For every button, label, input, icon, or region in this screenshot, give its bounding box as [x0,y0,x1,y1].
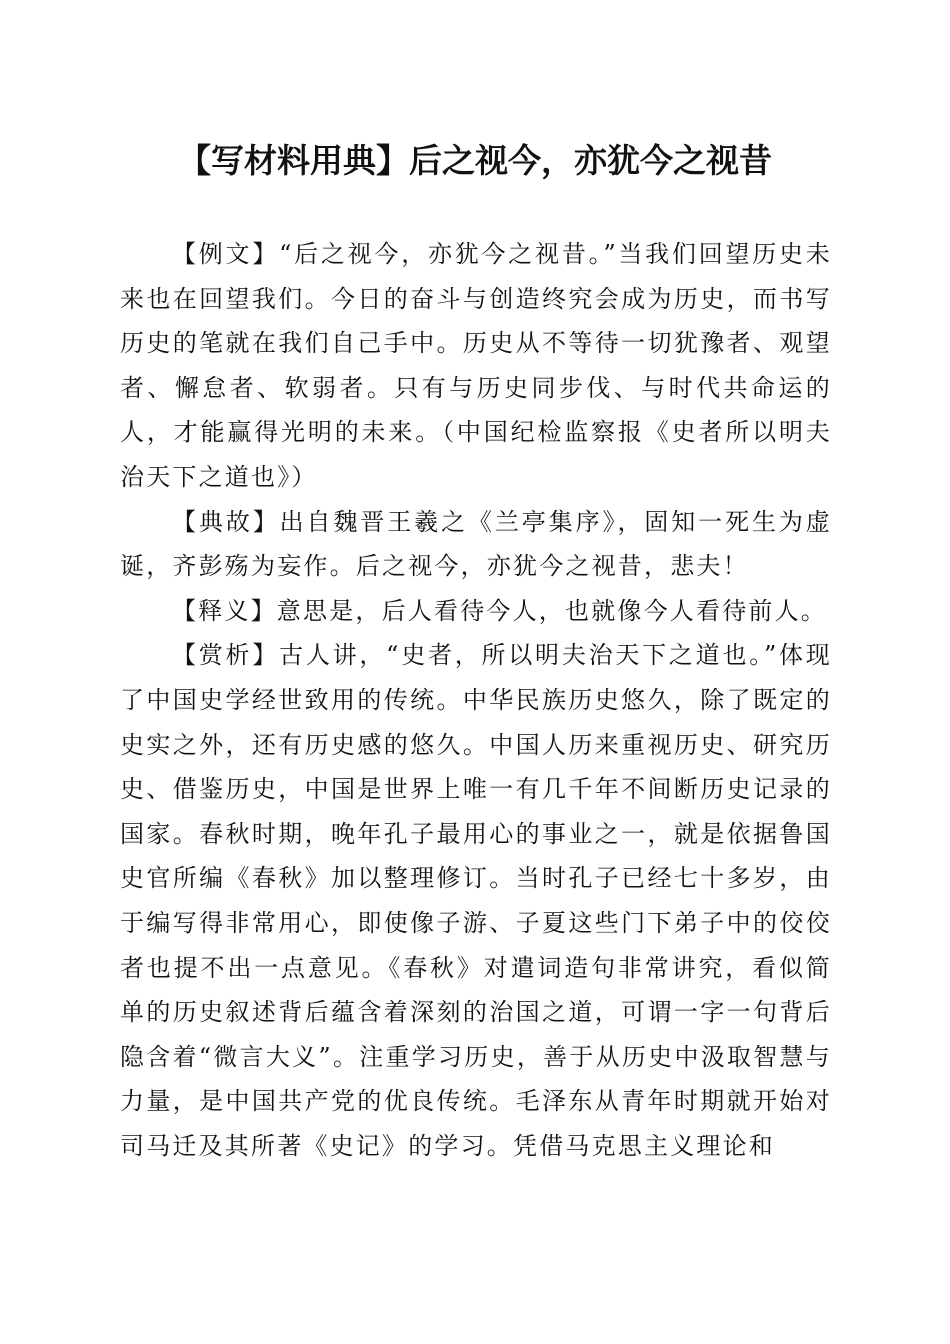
paragraph-appreciation: 【赏析】古人讲，“史者，所以明夫治天下之道也。”体现了中国史学经世致用的传统。中华民族历史悠久，除了既定的史实之外，还有历史感的悠久。中国人历来重视历史、研究历史、借鉴历史，中国是世界上唯一有几千年不间断历史记录的国家。春秋时期，晚年孔子最用心的事业之一，就是依据鲁国史官所编《春秋》加以整理修订。当时孔子已经七十多岁，由于编写得非常用心，即使像子游、子夏这些门下弟子中的佼佼者也提不出一点意见。《春秋》对遣词造句非常讲究，看似简单的历史叙述背后蕴含着深刻的治国之道，可谓一字一句背后隐含着“微言大义”。注重学习历史，善于从历史中汲取智慧与力量，是中国共产党的优良传统。毛泽东从青年时期就开始对司马迁及其所著《史记》的学习。凭借马克思主义理论和 [120,641,832,1160]
paragraph-meaning: 【释义】意思是，后人看待今人，也就像今人看待前人。 [172,596,827,625]
paragraph-example: 【例文】“后之视今，亦犹今之视昔。”当我们回望历史未来也在回望我们。今日的奋斗与创造终究会成为历史，而书写历史的笔就在我们自己手中。历史从不等待一切犹豫者、观望者、懈怠者、软弱者。只有与历史同步伐、与时代共命运的人，才能赢得光明的未来。（中国纪检监察报《史者所以明夫治天下之道也》） [120,240,832,491]
paragraph-allusion: 【典故】出自魏晋王羲之《兰亭集序》，固知一死生为虚诞，齐彭殇为妄作。后之视今，亦犹今之视昔，悲夫！ [120,507,832,581]
document-title: 【写材料用典】后之视今，亦犹今之视昔 [178,141,772,180]
document-body [120,232,832,1168]
